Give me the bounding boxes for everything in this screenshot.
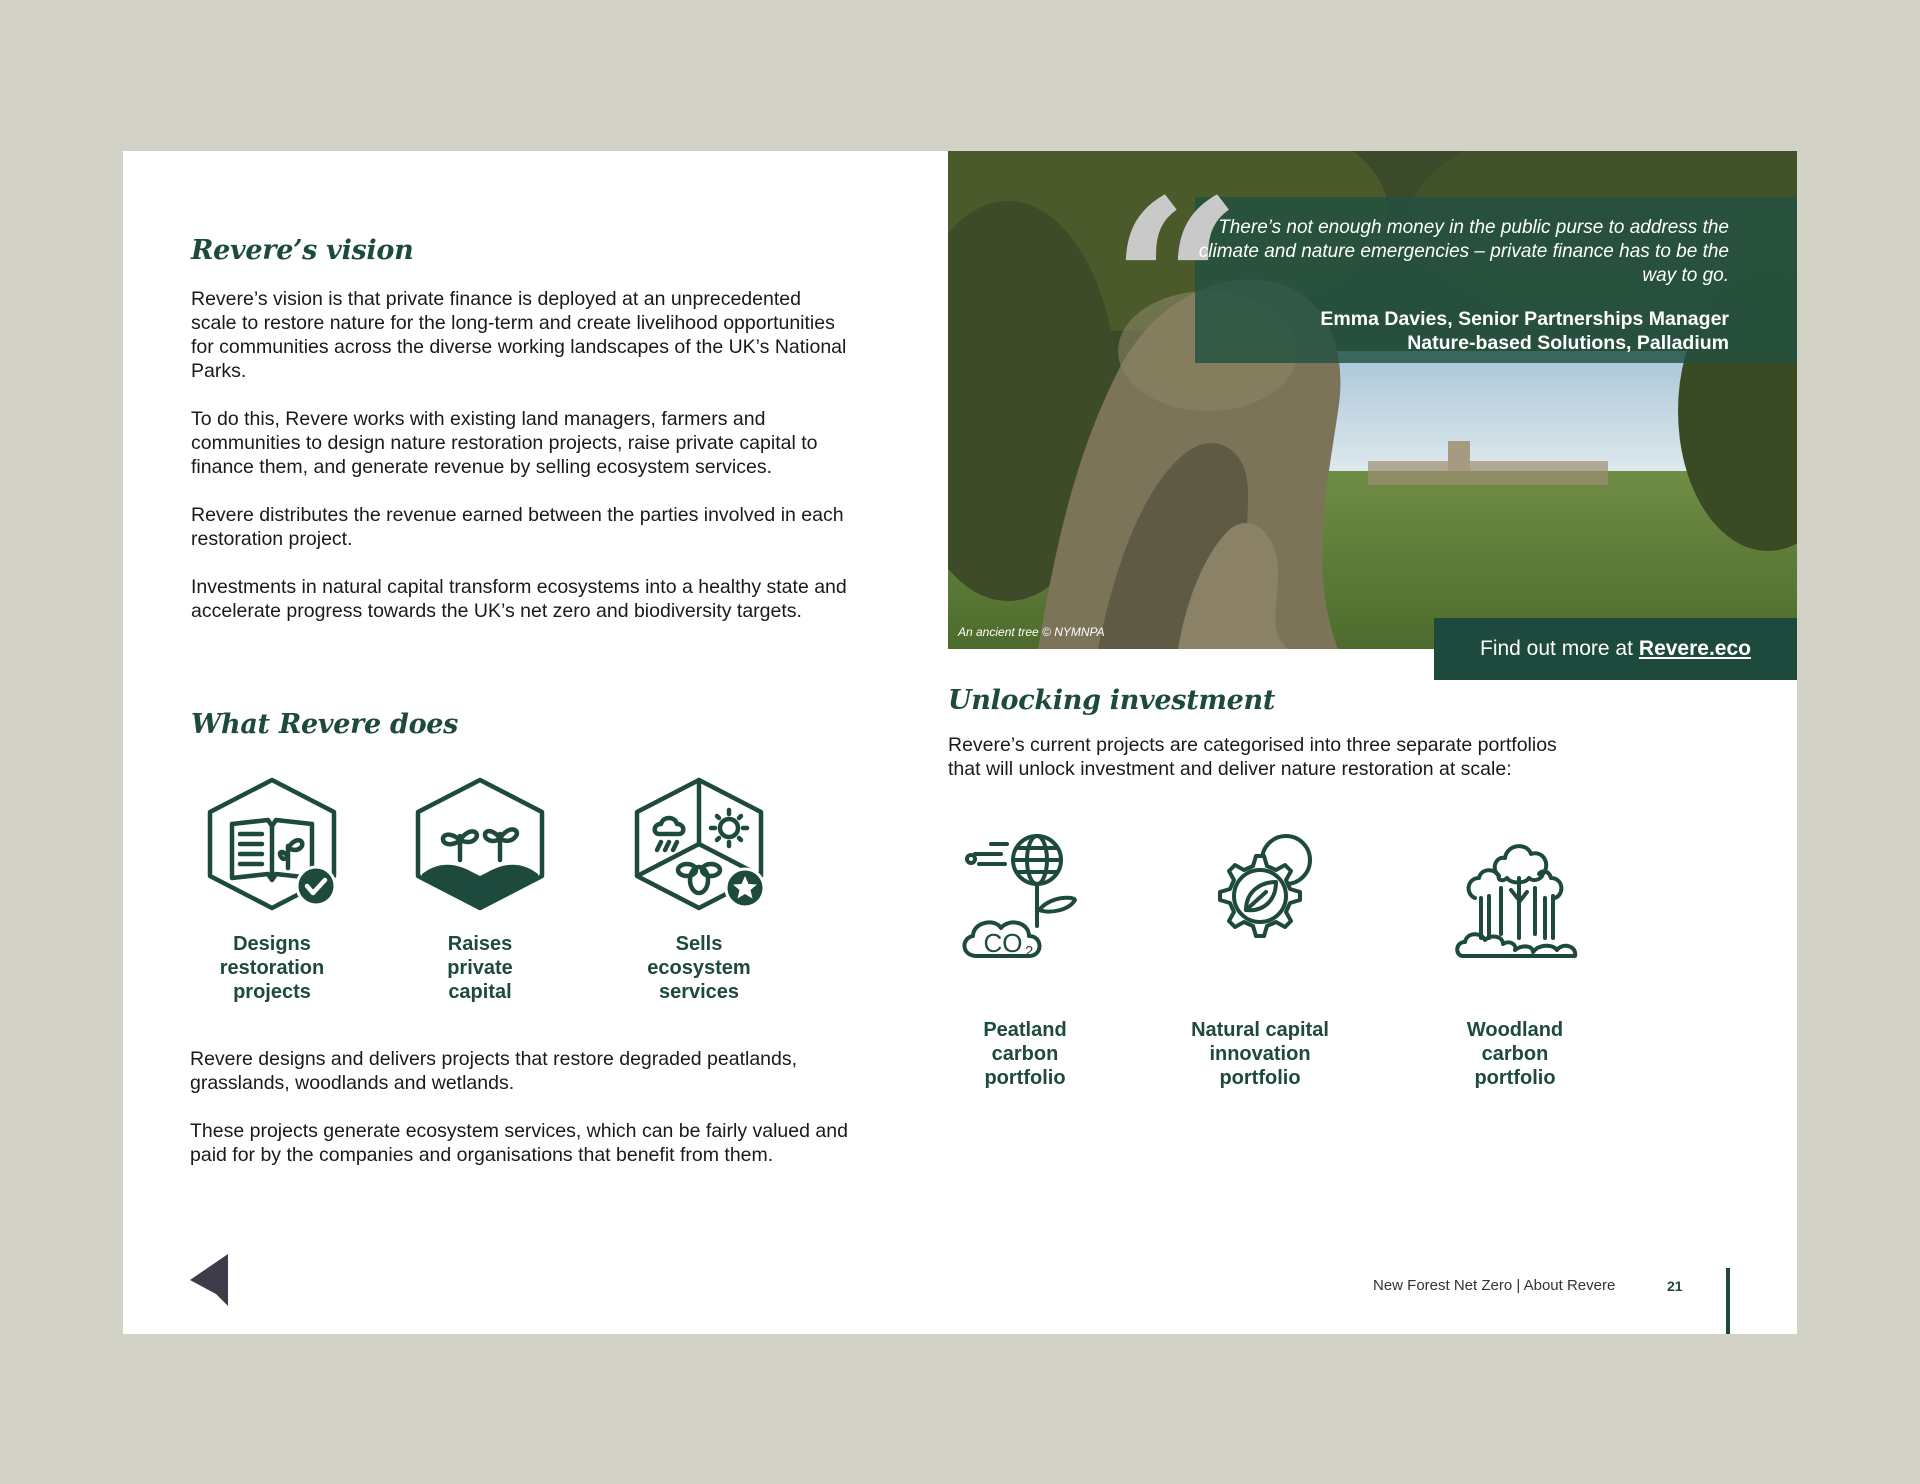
peatland-item (945, 830, 1105, 1090)
raises-item (400, 776, 560, 1004)
does-paragraph-2: These projects generate ecosystem services, which can be fairly valued and paid for by the companies and organisations that benefit from them. (190, 1120, 848, 1166)
does-paragraph-1: Revere designs and delivers projects that restore degraded peatlands, grasslands, woodlands and wetlands. (190, 1048, 798, 1094)
raises-label: Raises private capital (447, 933, 513, 1003)
natural-capital-label: Natural capital innovation portfolio (1191, 1019, 1329, 1089)
book-sprout-check-icon (192, 776, 352, 916)
vision-paragraph-2: To do this, Revere works with existing land managers, farmers and communities to design nature restoration projects, raise private capital to finance them, and generate revenue by selling ecosystem services. (191, 408, 818, 478)
footer-divider (1726, 1268, 1730, 1334)
weather-bee-star-icon (619, 776, 779, 916)
vision-heading: Revere’s vision (191, 235, 414, 266)
svg-text:CO: CO (983, 928, 1023, 958)
vision-paragraph-1: Revere’s vision is that private finance is deployed at an unprecedented scale to restore nature for the long-term and create livelihood opportunities for communities across the diverse working landscapes of the UK’s National Parks. (191, 288, 847, 382)
quote-mark-icon: “ (1110, 150, 1243, 420)
unlocking-investment-heading: Unlocking investment (948, 685, 1276, 716)
natural-capital-item (1180, 830, 1340, 1090)
globe-plant-co2-icon (955, 830, 1095, 970)
photo-caption: An ancient tree © NYMNPA (958, 625, 1105, 639)
vision-paragraph-3: Revere distributes the revenue earned between the parties involved in each restoration project. (191, 504, 844, 550)
sells-label: Sells ecosystem services (647, 933, 751, 1003)
vision-paragraph-4: Investments in natural capital transform ecosystems into a healthy state and accelerate progress towards the UK’s net zero and biodiversity targets. (191, 576, 847, 622)
unlocking-text (948, 733, 1588, 781)
revere-link[interactable]: Revere.eco (1638, 637, 1751, 660)
peatland-label: Peatland carbon portfolio (983, 1019, 1067, 1089)
back-arrow-icon[interactable] (190, 1254, 230, 1308)
find-out-more-text: Find out more at (1480, 637, 1633, 660)
woodland-label: Woodland carbon portfolio (1466, 1019, 1564, 1089)
quote-author (1195, 307, 1729, 355)
vision-text (191, 287, 851, 623)
page-number: 21 (1667, 1278, 1683, 1294)
sells-item (619, 776, 779, 1004)
hands-seedlings-icon (400, 776, 560, 916)
woodland-item (1435, 830, 1595, 1090)
quote-text: There’s not enough money in the public purse to address the climate and nature emergencies – private finance has to be the way to go. (1198, 217, 1729, 286)
does-text (190, 1047, 850, 1167)
leaf-cog-icon (1190, 830, 1330, 970)
designs-label: Designs restoration projects (219, 933, 325, 1003)
what-revere-does-heading: What Revere does (191, 709, 459, 740)
unlocking-paragraph: Revere’s current projects are categorised into three separate portfolios that will unlock investment and deliver nature restoration at scale: (948, 734, 1557, 780)
footer-text: New Forest Net Zero | About Revere (1373, 1277, 1616, 1294)
quote-author-name: Emma Davies, Senior Partnerships Manager (1320, 308, 1729, 330)
trees-icon (1445, 830, 1585, 970)
find-out-more-banner (1434, 618, 1797, 680)
quote-author-org: Nature-based Solutions, Palladium (1407, 332, 1729, 354)
designs-item (192, 776, 352, 1004)
svg-text:2: 2 (1025, 943, 1034, 960)
